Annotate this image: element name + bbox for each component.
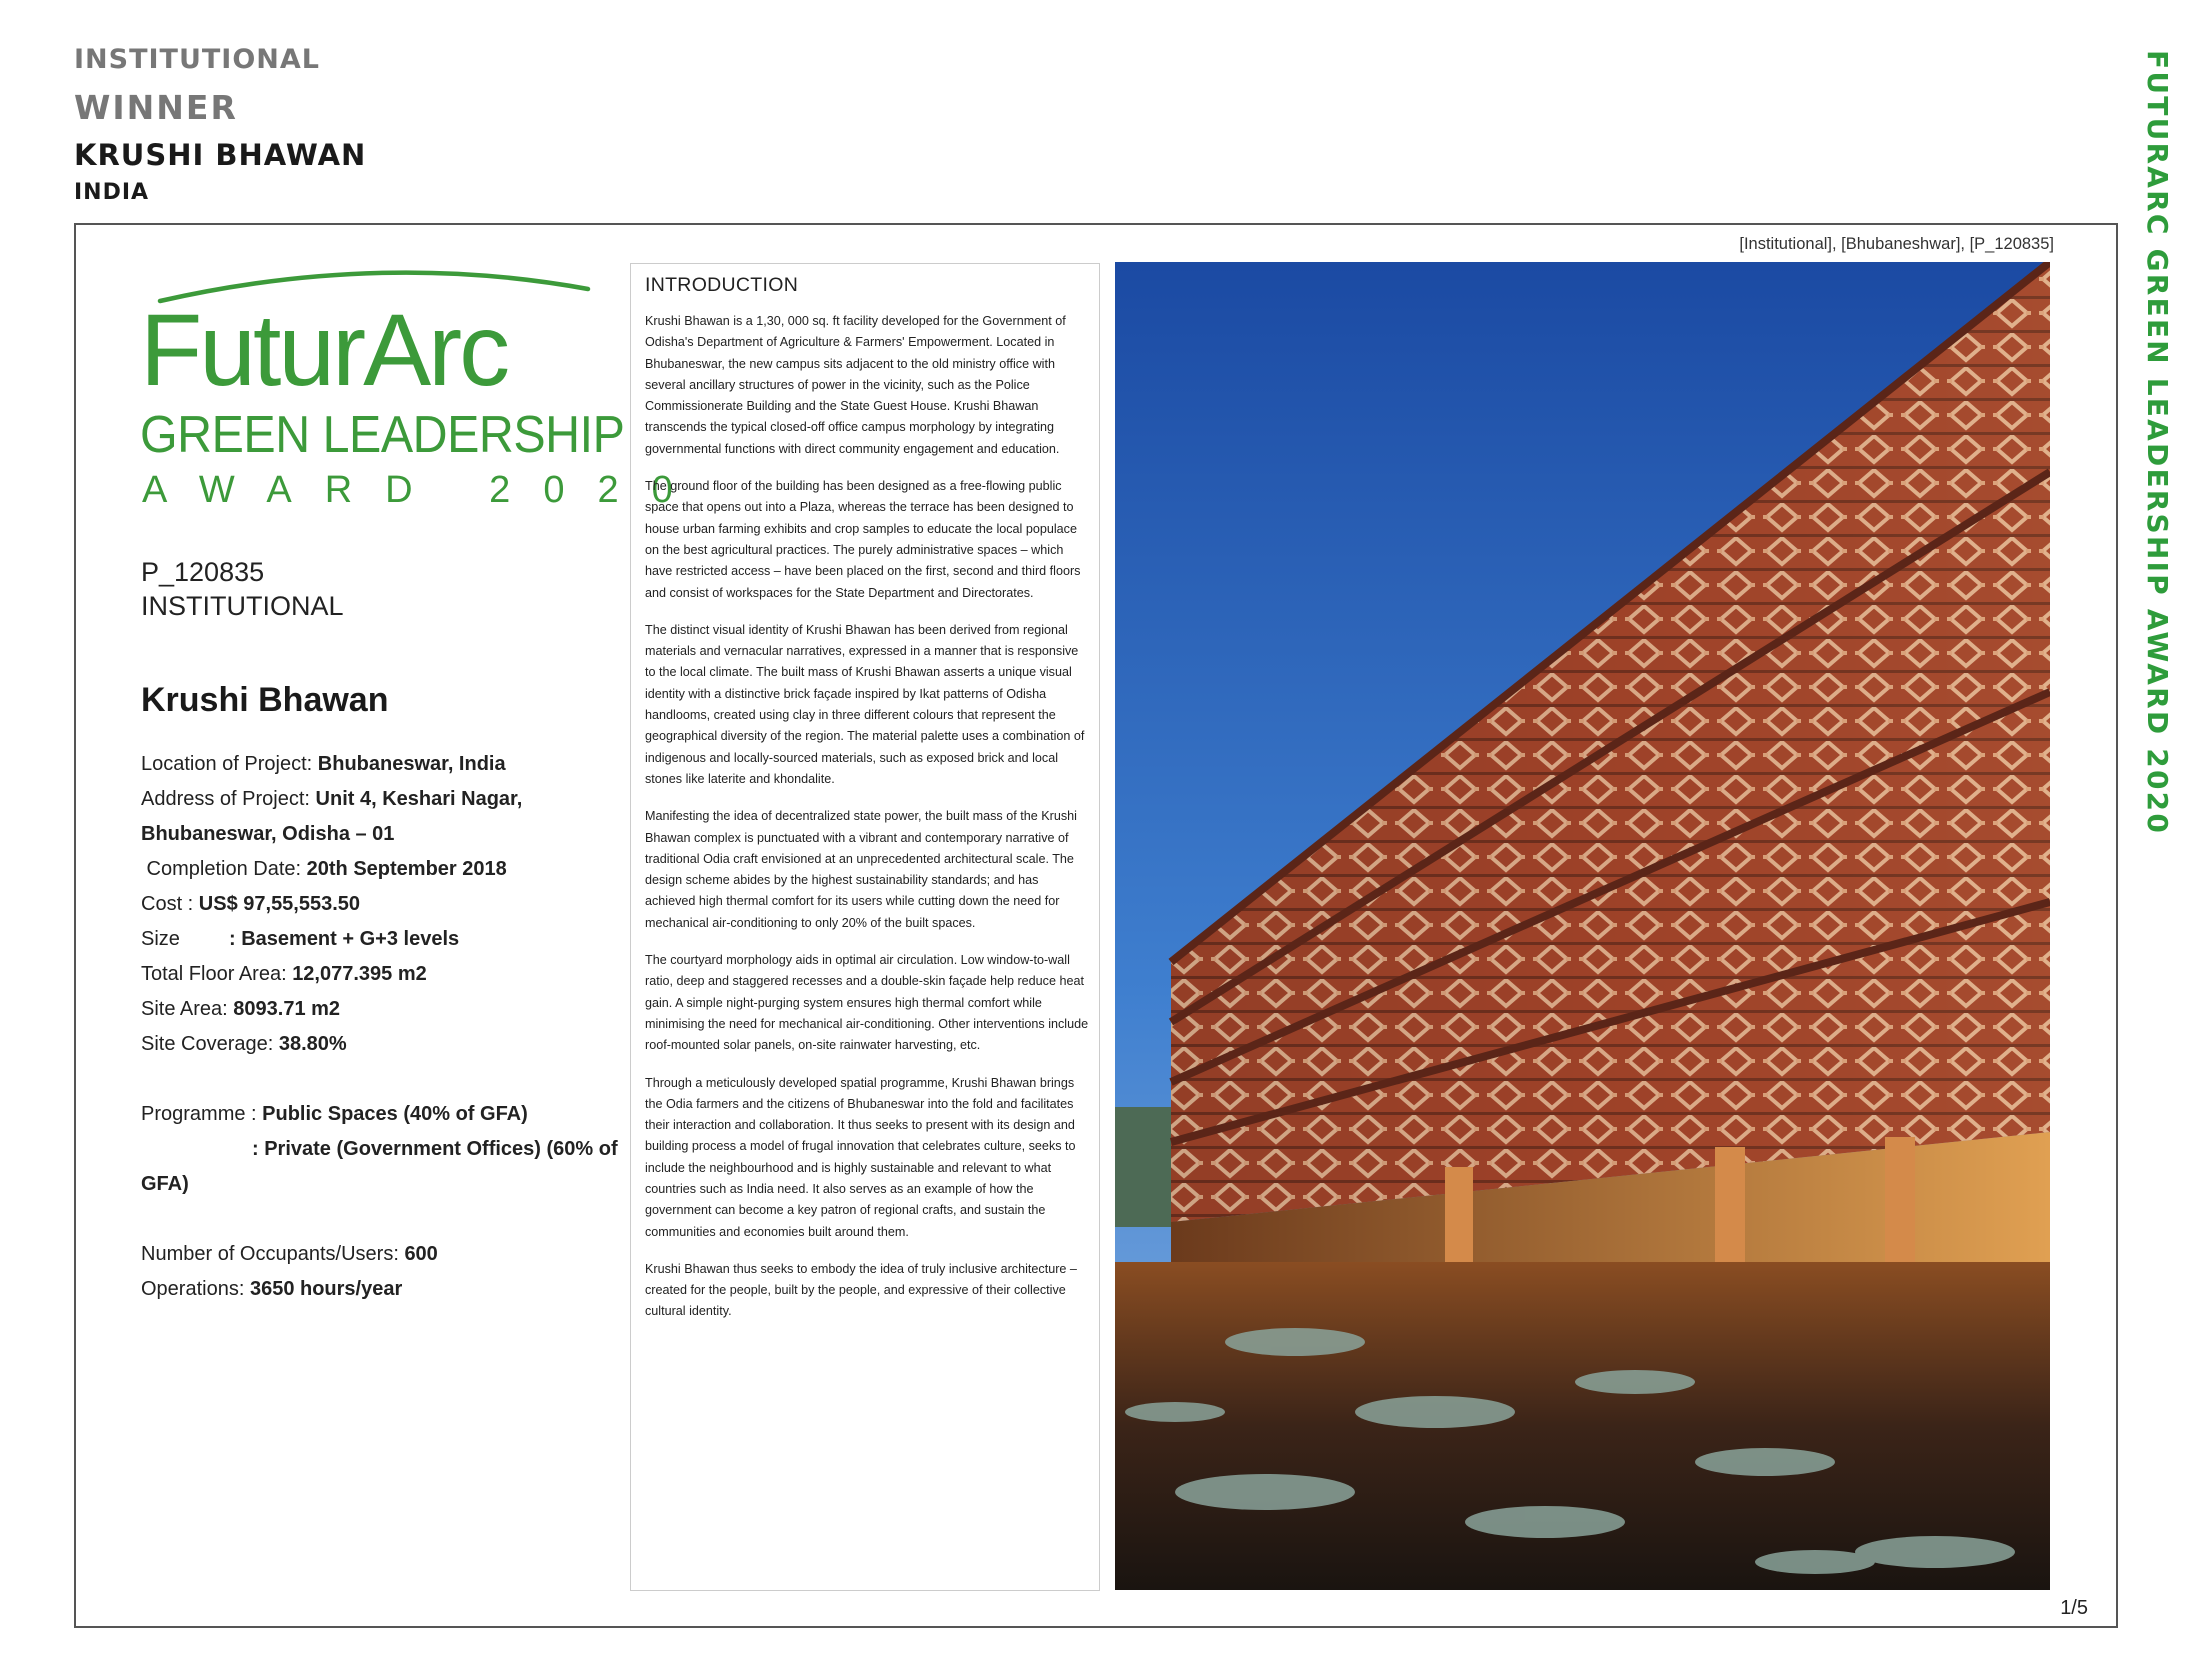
project-id: P_120835 [141, 557, 265, 587]
category-heading: INSTITUTIONAL [74, 44, 321, 75]
detail-value: Bhubaneswar, Odisha – 01 [141, 823, 395, 845]
project-id-block [141, 555, 344, 623]
detail-operations [141, 1272, 631, 1307]
detail-location [141, 747, 631, 782]
project-name-heading: KRUSHI BHAWAN [74, 138, 367, 172]
side-banner [2128, 50, 2188, 890]
detail-label: Cost : [141, 893, 199, 915]
detail-value: 3650 hours/year [249, 1278, 403, 1300]
detail-completion [141, 852, 631, 887]
side-banner-text: FUTURARC GREEN LEADERSHIP AWARD 2020 [2141, 50, 2174, 836]
content-frame [74, 223, 2118, 1628]
country-heading: INDIA [74, 180, 150, 205]
detail-value: 600 [404, 1243, 438, 1265]
detail-value: Unit 4, Keshari Nagar, [315, 788, 523, 810]
detail-label: Location of Project: [141, 753, 318, 775]
detail-programme-3 [141, 1167, 631, 1202]
intro-paragraph: The ground floor of the building has been designed as a free-flowing public space that opens out into a Plaza, whereas the terrace has been designed to house urban farming exhibits and crop samples to educate the local populace on the best agricultural practices. The purely administrative spaces – which have restricted access – have been placed on the first, second and third floors and consist of workspaces for the State Department and Directorates. [645, 479, 1081, 600]
intro-paragraph: Manifesting the idea of decentralized state power, the built mass of the Krushi Bhawan complex is punctuated with a vibrant and contemporary narrative of traditional Odia craft envisioned at an unprecedented architectural scale. The design scheme abides by the highest sustainability standards; and has achieved high thermal comfort for its users while cutting down the need for mechanical air-conditioning to only 20% of the built spaces. [645, 809, 1077, 930]
detail-label: Programme : [141, 1103, 263, 1125]
detail-address-cont [141, 817, 631, 852]
detail-label: Site Coverage: [141, 1033, 279, 1055]
detail-cost [141, 887, 631, 922]
project-details [141, 747, 631, 1307]
intro-paragraph: Through a meticulously developed spatial programme, Krushi Bhawan brings the Odia farmers and the citizens of Bhubaneswar into the fold and facilitates their interaction and collaboration. It thus seeks to present with its design and building process a model of frugal innovation that celebrates culture, seeks to include the neighbourhood and is highly sustainable and relevant to what countries such as India need. It also serves as an example of how the government can become a key patron of regional crafts, and sustain the communities and economies built around them. [645, 1075, 1076, 1239]
logo-line-2: GREEN LEADERSHIP [140, 406, 625, 464]
award-status-heading: WINNER [74, 88, 238, 127]
futurarc-logo [140, 259, 706, 511]
detail-label: Size [141, 928, 180, 950]
detail-label: Completion Date: [141, 858, 307, 880]
introduction-heading: INTRODUCTION [645, 274, 799, 296]
detail-programme [141, 1097, 631, 1132]
logo-line-1: FuturArc [140, 293, 508, 407]
project-tags: [Institutional], [Bhubaneshwar], [P_120835] [1739, 235, 2054, 253]
introduction-panel [630, 263, 1100, 1591]
detail-value: : Private (Government Offices) (60% of [252, 1138, 618, 1160]
detail-value: Bhubaneswar, India [317, 753, 506, 775]
detail-value: : Basement + G+3 levels [229, 928, 460, 950]
detail-value: US$ 97,55,553.50 [198, 893, 361, 915]
building-photo [1115, 262, 2050, 1590]
logo-line-3: AWARD 2020 [142, 469, 706, 511]
detail-site-area [141, 992, 631, 1027]
detail-size [141, 922, 631, 957]
detail-value: 20th September 2018 [306, 858, 507, 880]
detail-label: Operations: [141, 1278, 250, 1300]
detail-label: Number of Occupants/Users: [141, 1243, 405, 1265]
detail-site-coverage [141, 1027, 631, 1062]
project-title: Krushi Bhawan [141, 681, 389, 719]
detail-label: Total Floor Area: [141, 963, 293, 985]
intro-paragraph: Krushi Bhawan is a 1,30, 000 sq. ft facility developed for the Government of Odisha's Department of Agriculture & Farmers' Empowerment. Located in Bhubaneswar, the new campus sits adjacent to the old ministry office with several ancillary structures of power in the vicinity, such as the Police Commissionerate Building and the State Guest House. Krushi Bhawan transcends the typical closed-off office campus morphology by integrating governmental functions with direct community engagement and education. [645, 314, 1066, 456]
detail-value: 12,077.395 m2 [292, 963, 427, 985]
detail-value: 38.80% [278, 1033, 347, 1055]
intro-paragraph: The distinct visual identity of Krushi Bhawan has been derived from regional materials and vernacular narratives, expressed in a manner that is responsive to the local climate. The built mass of Krushi Bhawan asserts a unique visual identity with a distinctive brick façade inspired by Ikat patterns of Odisha handlooms, created using clay in three different colours that represent the geographical diversity of the region. The material palette uses a combination of indigenous and locally-sourced materials, such as exposed brick and local stones like laterite and khondalite. [645, 622, 1085, 786]
detail-programme-2 [141, 1132, 631, 1167]
detail-occupants [141, 1237, 631, 1272]
detail-total-floor-area [141, 957, 631, 992]
project-category: INSTITUTIONAL [141, 591, 344, 621]
intro-paragraph: The courtyard morphology aids in optimal air circulation. Low window-to-wall ratio, deep and staggered recesses and a double-skin façade help reduce heat gain. A simple night-purging system ensures high thermal comfort while minimising the need for mechanical air-conditioning. Other interventions include roof-mounted solar panels, on-site rainwater harvesting, etc. [645, 953, 1089, 1053]
building-photo-illustration [1115, 262, 2050, 1590]
detail-label: Address of Project: [141, 788, 316, 810]
intro-paragraph: Krushi Bhawan thus seeks to embody the idea of truly inclusive architecture – created for the people, built by the people, and expressive of their collective cultural identity. [645, 1261, 1077, 1319]
detail-value: 8093.71 m2 [233, 998, 341, 1020]
page-number: 1/5 [2060, 1597, 2088, 1619]
detail-label: Site Area: [141, 998, 234, 1020]
detail-value: GFA) [141, 1173, 189, 1195]
detail-address [141, 782, 631, 817]
detail-value: Public Spaces (40% of GFA) [262, 1103, 528, 1125]
